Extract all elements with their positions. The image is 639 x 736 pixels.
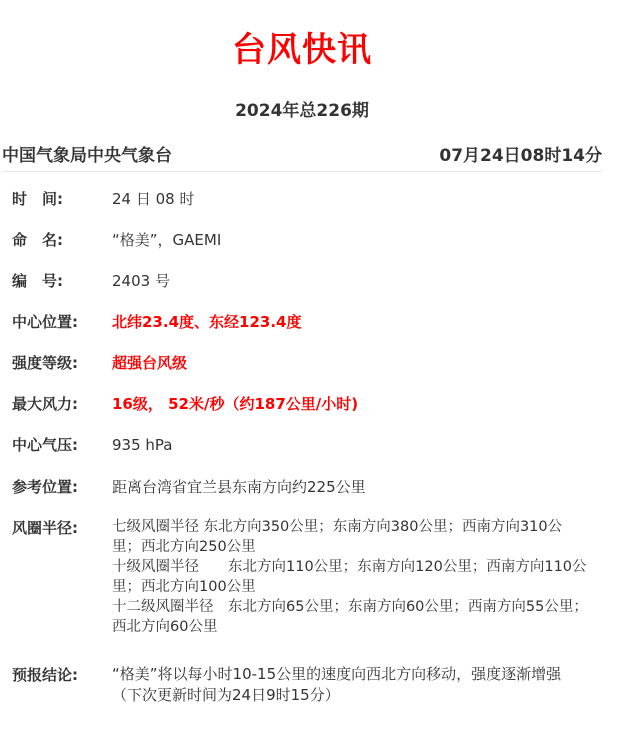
- forecast-text: “格美”将以每小时10-15公里的速度向西北方向移动，强度逐渐增强: [112, 665, 562, 683]
- wind-radius-level-12: 十二级风圈半径 东北方向65公里；东南方向60公里；西南方向55公里；西北方向60公里: [112, 599, 588, 635]
- field-value: [112, 517, 590, 637]
- field-value: 2403 号: [112, 272, 170, 290]
- next-update-note: （下次更新时间为24日9时15分）: [112, 686, 340, 704]
- field-value: 北纬23.4度、东经123.4度: [112, 313, 302, 331]
- issued-time: 07月24日08时14分: [439, 146, 602, 166]
- field-label: 时 间:: [12, 190, 63, 208]
- field-value: “格美”，GAEMI: [112, 231, 222, 249]
- field-value: 16级， 52米/秒（约187公里/小时): [112, 395, 359, 413]
- field-label: 命 名:: [12, 231, 63, 249]
- wind-radius-level-10: 十级风圈半径 东北方向110公里；东南方向120公里；西南方向110公里；西北方向100公里: [112, 559, 587, 595]
- field-label: 中心位置:: [12, 313, 78, 331]
- bulletin-header: [2, 143, 602, 172]
- field-value: [112, 664, 590, 706]
- field-label: 预报结论:: [12, 666, 78, 684]
- field-value: 24 日 08 时: [112, 190, 195, 208]
- field-label: 风圈半径:: [12, 519, 78, 537]
- field-label: 编 号:: [12, 272, 63, 290]
- agency-name: 中国气象局中央气象台: [2, 146, 172, 166]
- field-label: 中心气压:: [12, 436, 78, 454]
- field-label: 最大风力:: [12, 395, 78, 413]
- field-value: 935 hPa: [112, 436, 173, 454]
- issue-number: 2024年总226期: [235, 101, 369, 121]
- field-value: 超强台风级: [112, 354, 188, 372]
- field-label: 参考位置:: [12, 478, 78, 496]
- wind-radius-level-7: 七级风圈半径 东北方向350公里；东南方向380公里；西南方向310公里；西北方向250公里: [112, 519, 563, 555]
- field-label: 强度等级:: [12, 354, 78, 372]
- page-title: 台风快讯: [232, 30, 372, 70]
- field-value: 距离台湾省宜兰县东南方向约225公里: [112, 478, 366, 496]
